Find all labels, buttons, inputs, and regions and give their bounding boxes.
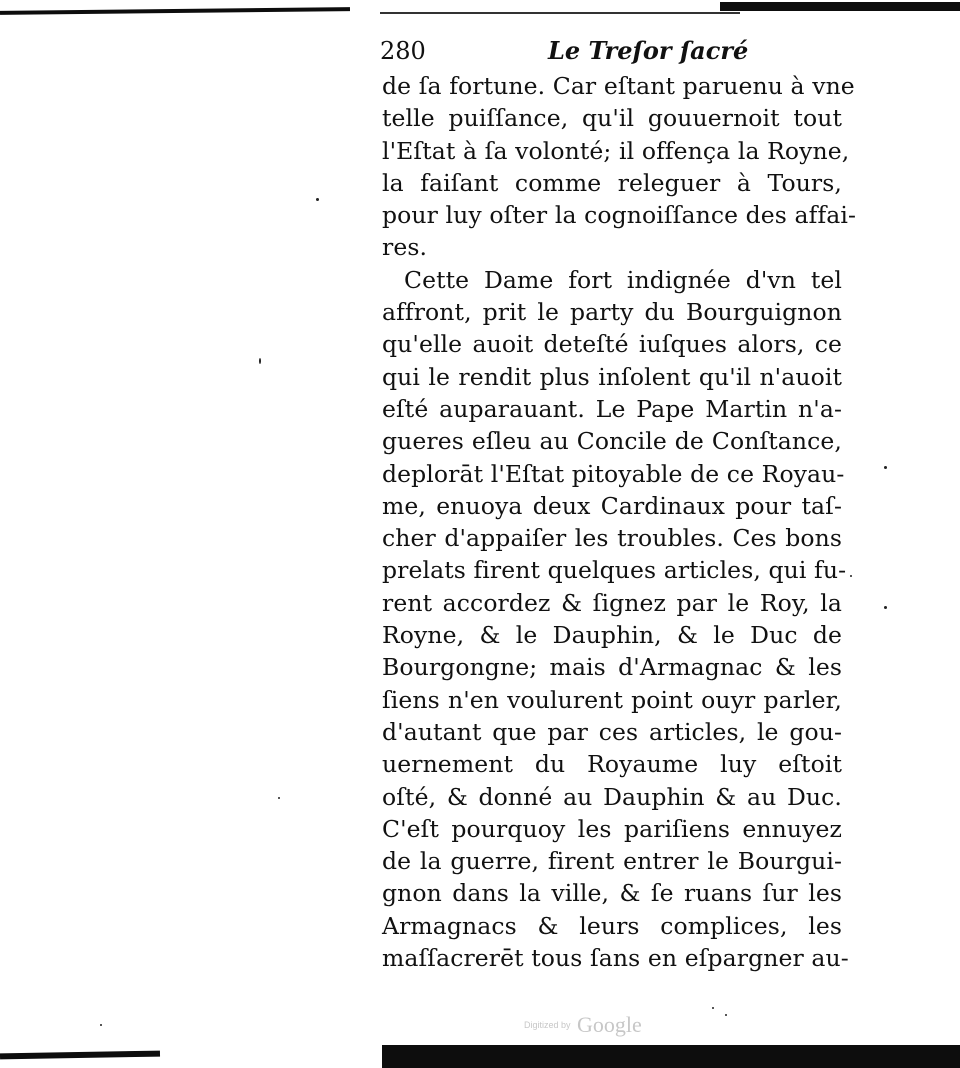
running-title: Le Treſor ſacré <box>548 36 749 65</box>
scan-edge-bottom-right <box>382 1045 960 1068</box>
text-line: rent accordez & ſignez par le Roy, la <box>382 588 842 617</box>
body-text <box>382 70 857 974</box>
scan-speck <box>884 466 887 469</box>
watermark-prefix: Digitized by <box>524 1020 571 1030</box>
text-line: Royne, & le Dauphin, & le Duc de <box>382 621 842 650</box>
scan-speck <box>100 1024 102 1026</box>
text-line: gueres eſleu au Concile de Conſtance, <box>382 427 842 456</box>
text-line: eſté auparauant. Le Pape Martin n'a- <box>382 394 842 423</box>
text-line: me, enuoya deux Cardinaux pour taſ- <box>382 491 842 520</box>
scan-edge-top-left <box>0 7 350 15</box>
text-line: ſiens n'en voulurent point ouyr parler, <box>382 685 842 714</box>
text-line: maſſacrerēt tous ſans en eſpargner au- <box>382 944 849 973</box>
text-line: Cette Dame fort indignée d'vn tel <box>404 265 842 294</box>
text-line: gnon dans la ville, & ſe ruans ſur les <box>382 879 842 908</box>
text-line: pour luy oſter la cognoiſſance des affai- <box>382 201 857 230</box>
scan-speck <box>712 1007 714 1009</box>
text-line: Bourgongne; mais d'Armagnac & les <box>382 653 842 682</box>
scan-speck <box>316 198 319 201</box>
scan-speck <box>725 1014 727 1016</box>
text-line: deplorāt l'Eſtat pitoyable de ce Royau- <box>382 459 845 488</box>
text-line: qu'elle auoit deteſté iuſques alors, ce <box>382 330 842 359</box>
google-logo: Google <box>576 1012 642 1037</box>
text-line: res. <box>382 233 428 262</box>
text-line: uernement du Royaume luy eſtoit <box>382 750 842 779</box>
text-line: cher d'appaiſer les troubles. Ces bons <box>382 524 842 553</box>
text-line: C'eſt pourquoy les pariſiens ennuyez <box>382 814 842 843</box>
text-line: prelats firent quelques articles, qui fu- <box>382 556 847 585</box>
text-line: affront, prit le party du Bourguignon <box>382 298 842 327</box>
text-line: Armagnacs & leurs complices, les <box>382 911 842 940</box>
text-line: l'Eſtat à ſa volonté; il offença la Royne, <box>382 136 850 165</box>
page-number: 280 <box>380 37 426 65</box>
scan-edge-top-right <box>720 2 960 11</box>
text-line: d'autant que par ces articles, le gou- <box>382 717 842 746</box>
scan-speck <box>850 575 852 577</box>
text-line: de la guerre, firent entrer le Bourgui- <box>382 847 842 876</box>
text-line: la faiſant comme releguer à Tours, <box>382 168 842 197</box>
scan-edge-bottom-left <box>0 1051 160 1060</box>
google-watermark <box>524 1012 642 1040</box>
page-header <box>380 36 840 70</box>
text-line: oſté, & donné au Dauphin & au Duc. <box>382 782 842 811</box>
text-line: telle puiſſance, qu'il gouuernoit tout <box>382 104 842 133</box>
scan-speck <box>259 358 261 364</box>
scan-edge-top-middle <box>380 12 740 14</box>
text-line: de ſa fortune. Car eſtant paruenu à vne <box>382 72 855 100</box>
text-line: qui le rendit plus inſolent qu'il n'auoit <box>382 362 842 391</box>
scan-speck <box>278 797 280 799</box>
scan-speck <box>884 606 887 609</box>
